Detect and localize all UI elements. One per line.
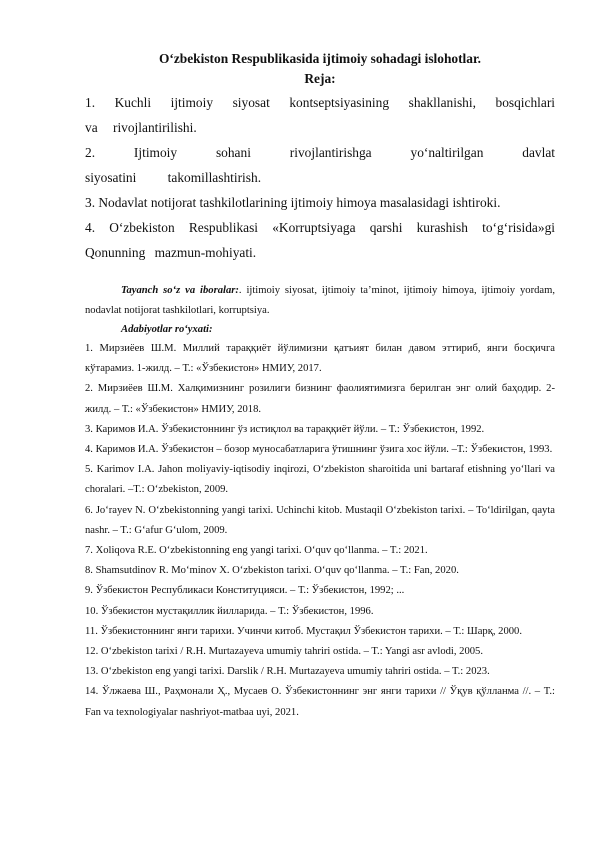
plan-heading: Reja: [304,71,336,86]
plan-item: 2. Ijtimoiy sohani rivojlantirishga yo‘naltirilgan davlat siyosatini takomillashtirish. [85,145,555,185]
literature-item: 3. Каримов И.А. Ўзбекистоннинг ўз истиқлол ва тараққиёт йўли. – Т.: Ўзбекистон, 1992. [85,423,485,435]
literature-item: 13. O‘zbekiston eng yangi tarixi. Darslik / R.H. Murtazayeva umumiy tahriri ostida. – T.: 2023. [85,666,490,678]
keywords-paragraph [85,281,555,321]
document-title: O‘zbekiston Respublikasida ijtimoiy sohadagi islohotlar. [158,51,482,66]
literature-item: 6. Jo‘rayev N. O‘zbekistonning yangi tarixi. Uchinchi kitob. Mustaqil O‘zbekiston tarixi. – To‘ldirilgan, qayta nashr. – T.: G‘afur G‘ulom, 2009. [85,504,555,536]
document-page [85,50,555,723]
plan-item: 3. Nodavlat notijorat tashkilotlarining ijtimoiy himoya masalasidagi ishtiroki. [85,195,501,210]
keywords-label: Tayanch so‘z va iboralar: [121,285,239,296]
literature-item: 2. Мирзиёев Ш.М. Халқимизнинг розилиги бизнинг фаолиятимизга берилган энг олий баҳодир. 2-жилд. – Т.: «Ўзбекистон» НМИУ, 2018. [85,383,555,415]
literature-item: 10. Ўзбекистон мустақиллик йилларида. – Т.: Ўзбекистон, 1996. [85,605,374,617]
literature-item: 8. Shamsutdinov R. Mo‘minov X. O‘zbekiston tarixi. O‘quv qo‘llanma. – T.: Fan, 2020. [85,565,459,577]
literature-item: 4. Каримов И.А. Ўзбекистон – бозор муносабатларига ўтишнинг ўзига хос йўли. –Т.: Ўзбекистон, 1993. [85,444,553,456]
literature-item: 9. Ўзбекистон Республикаси Конституцияси. – Т.: Ўзбекистон, 1992; ... [85,585,405,597]
plan-item: 4. O‘zbekiston Respublikasi «Korruptsiyaga qarshi kurashish to‘g‘risida»gi Qonunning mazmun-mohiyati. [85,220,555,260]
plan-item: 1. Kuchli ijtimoiy siyosat kontseptsiyasining shakllanishi, bosqichlari va rivojlantirilishi. [85,95,555,135]
keywords-text: . ijtimoiy siyosat, ijtimoiy ta’minot, ijtimoiy himoya, ijtimoiy yordam, nodavlat notijorat tashkilotlari, korruptsiya. [85,285,555,316]
literature-list [85,339,555,723]
literature-item: 5. Karimov I.A. Jahon moliyaviy-iqtisodiy inqirozi, O‘zbekiston sharoitida uni bartaraf etishning yo‘llari va choralari. –T.: O‘zbekiston, 2009. [85,464,555,496]
literature-heading: Adabiyotlar ro‘yxati: [121,324,213,335]
literature-item: 14. Ўлжаева Ш., Раҳмонали Ҳ., Мусаев О. Ўзбекистоннинг энг янги тарихи // Ўқув қўлланма //. – T.: Fan va texnologiyalar nashriyot-matbaa uyi, 2021. [85,686,555,718]
literature-item: 7. Xoliqova R.E. O‘zbekistonning eng yangi tarixi. O‘quv qo‘llanma. – T.: 2021. [85,545,428,557]
literature-item: 11. Ўзбекистоннинг янги тарихи. Учинчи китоб. Мустақил Ўзбекистон тарихи. – Т.: Шарқ, 2000. [85,625,522,637]
plan-list [85,90,555,265]
literature-item: 1. Мирзиёев Ш.М. Миллий тараққиёт йўлимизни қатъият билан давом эттириб, янги босқичга кўтарамиз. 1-жилд. – Т.: «Ўзбекистон» НМИУ, 2017. [85,343,555,375]
literature-item: 12. O‘zbekiston tarixi / R.H. Murtazayeva umumiy tahriri ostida. – T.: Yangi asr avlodi, 2005. [85,646,483,658]
